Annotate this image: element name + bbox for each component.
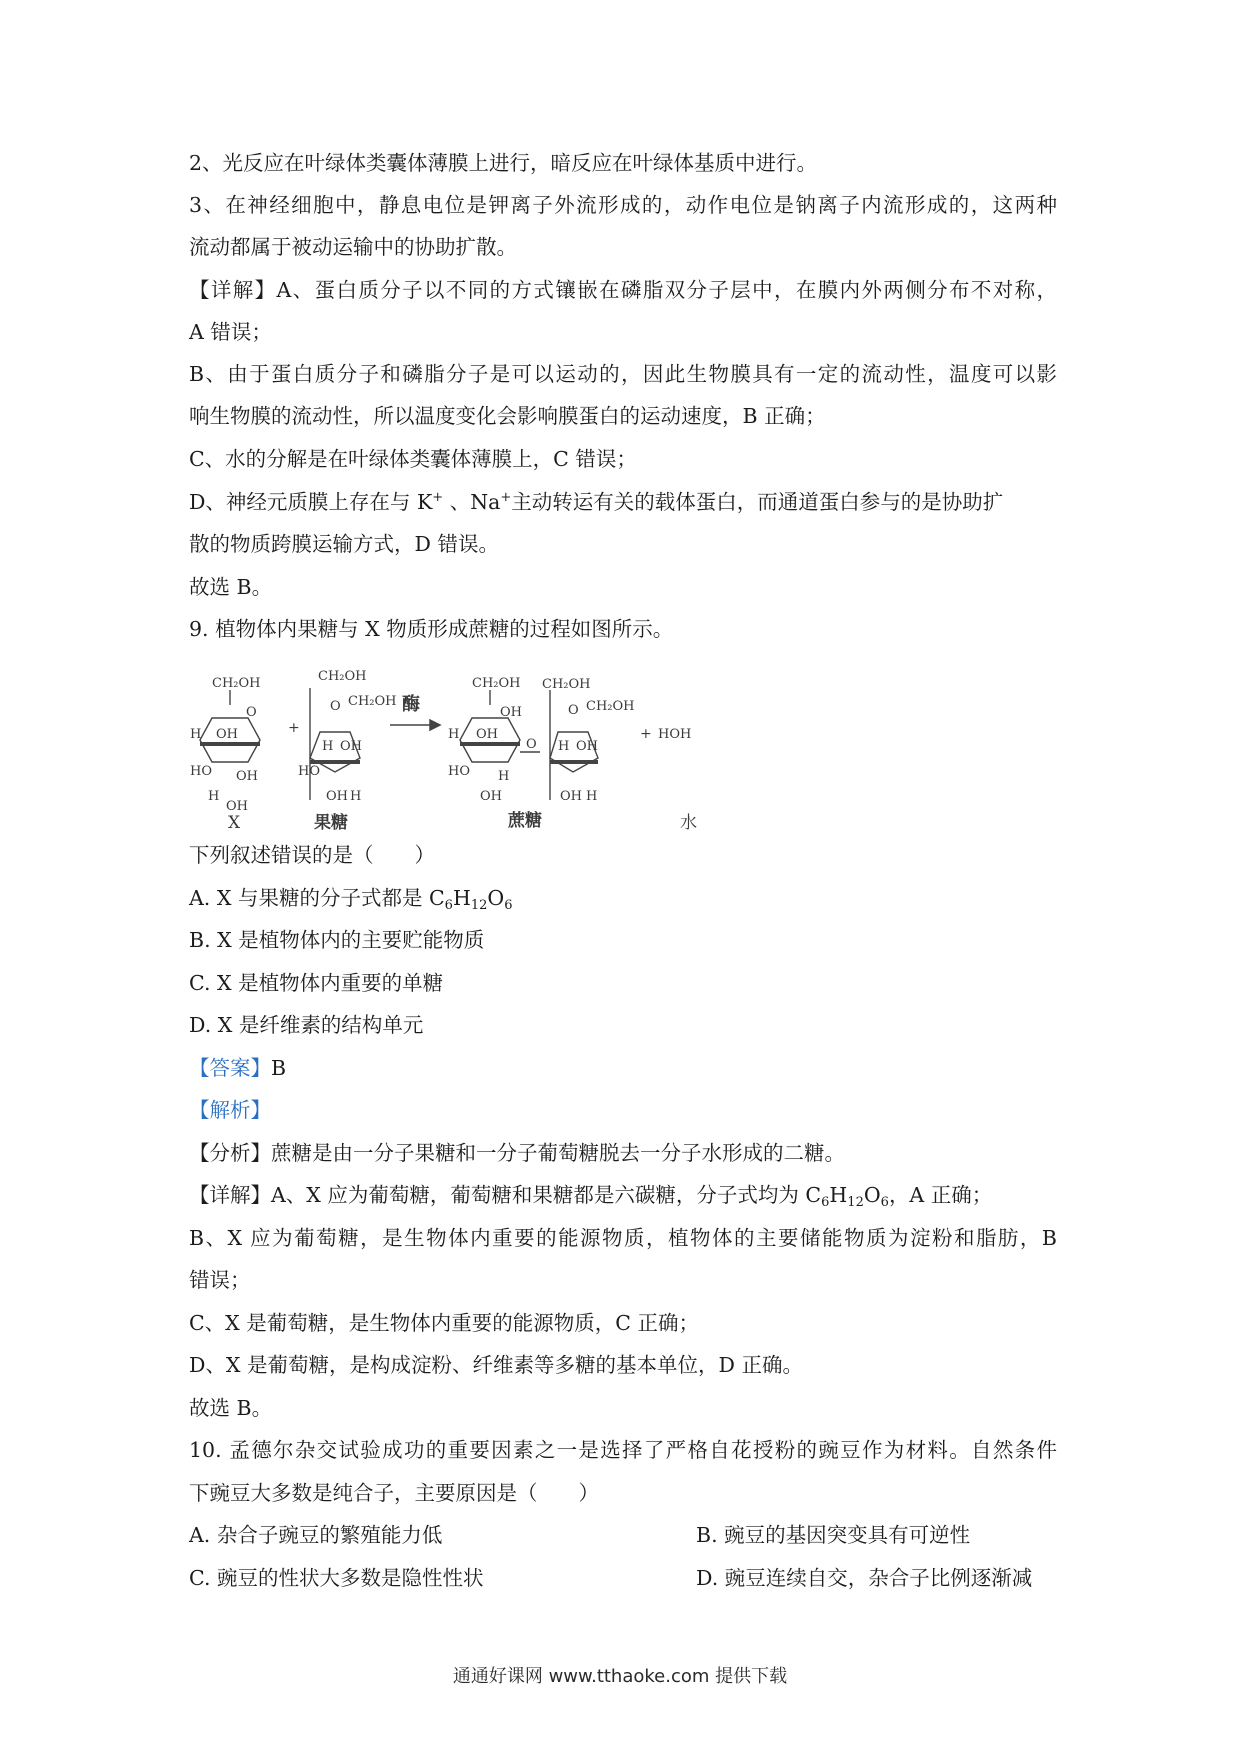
x-label: X [228,813,241,830]
answer-line [189,1053,286,1083]
text-fragment: D、神经元质膜上存在与 K [189,490,433,514]
text-line: B、X 应为葡萄糖，是生物体内重要的能源物质，植物体的主要储能物质为淀粉和脂肪，B [189,1226,1057,1250]
ho-label: HO [448,764,470,779]
h-label: H [498,769,510,784]
option-c: C. X 是植物体内重要的单糖 [189,971,444,995]
option-a [189,883,512,917]
question-9-stem: 9. 植物体内果糖与 X 物质形成蔗糖的过程如图所示。 [189,617,674,641]
oh-label: OH [576,739,598,754]
ch2oh-label: CH₂OH [318,669,367,684]
ch2oh-label: CH₂OH [586,699,635,714]
h-label: H [558,739,570,754]
oh-label: OH [476,727,498,742]
oh-label: OH [500,705,522,720]
text-line: C、水的分解是在叶绿体类囊体薄膜上，C 错误； [189,447,637,471]
oh-label: OH [226,799,248,814]
ch2oh-label: CH₂OH [472,676,521,691]
text-line [189,487,1003,521]
water-label: 水 [680,813,697,830]
subscript: 12 [470,898,488,913]
text-fragment: ，A 正确； [888,1183,993,1207]
o-label: O [568,703,579,718]
text-fragment: 【详解】A、X 应为葡萄糖，葡萄糖和果糖都是六碳糖，分子式均为 C [189,1183,822,1207]
superscript: + [432,490,444,505]
text-line: 2、光反应在叶绿体类囊体薄膜上进行，暗反应在叶绿体基质中进行。 [189,151,818,175]
option-c: C. 豌豆的性状大多数是隐性性状 [189,1566,484,1590]
text-line: 错误； [189,1268,251,1292]
option-d: D. X 是纤维素的结构单元 [189,1013,424,1037]
subscript: 6 [444,898,453,913]
text-fragment: H [452,886,471,910]
text-line: 响生物膜的流动性，所以温度变化会影响膜蛋白的运动速度，B 正确； [189,404,826,428]
ch2oh-label: CH₂OH [212,676,261,691]
text-line: 【分析】蔗糖是由一分子果糖和一分子葡萄糖脱去一分子水形成的二糖。 [189,1141,845,1165]
text-line: 散的物质跨膜运输方式，D 错误。 [189,532,499,556]
oh-label: OH [326,789,348,804]
o-label: O [246,705,257,720]
text-line: 故选 B。 [189,575,273,599]
plus-sign: + [288,720,300,736]
ho-label: HO [298,764,320,779]
analysis-label: 【解析】 [189,1098,271,1122]
h-label: H [586,789,598,804]
o-label: O [526,737,537,752]
question-10-stem: 下豌豆大多数是纯合子，主要原因是（ ） [189,1481,599,1505]
text-line: 3、在神经细胞中，静息电位是钾离子外流形成的，动作电位是钠离子内流形成的，这两种 [189,193,1057,217]
fructose-label: 果糖 [314,813,348,830]
oh-label: OH [216,727,238,742]
subscript: 6 [821,1195,830,1210]
text-line: 故选 B。 [189,1396,273,1420]
text-line: 【详解】A、蛋白质分子以不同的方式镶嵌在磷脂双分子层中，在膜内外两侧分布不对称， [189,278,1057,302]
glucose-x-structure [200,690,260,762]
text-line: 流动都属于被动运输中的协助扩散。 [189,235,517,259]
text-line: C、X 是葡萄糖，是生物体内重要的能源物质，C 正确； [189,1311,699,1335]
h-label: H [448,727,460,742]
text-line: A 错误； [189,320,272,344]
enzyme-label: 酶 [402,694,420,715]
h-label: H [208,789,220,804]
ch2oh-label: CH₂OH [542,677,591,692]
hoh-label: HOH [658,727,692,742]
subscript: 6 [880,1195,889,1210]
question-9-ask: 下列叙述错误的是（ ） [189,843,435,867]
subscript: 6 [504,898,513,913]
text-fragment: O [863,1183,881,1207]
answer-value: B [271,1056,287,1080]
page-footer: 通通好课网 www.tthaoke.com 提供下载 [452,1666,788,1687]
h-label: H [350,789,362,804]
text-fragment: 、Na [443,490,501,514]
text-line: D、X 是葡萄糖，是构成淀粉、纤维素等多糖的基本单位，D 正确。 [189,1353,803,1377]
h-label: H [322,739,334,754]
text-line: B、由于蛋白质分子和磷脂分子是可以运动的，因此生物膜具有一定的流动性，温度可以影 [189,362,1057,386]
oh-label: OH [236,769,258,784]
o-label: O [330,699,341,714]
sucrose-formation-diagram [190,660,790,830]
oh-label: OH [480,789,502,804]
answer-label: 【答案】 [189,1056,271,1080]
sucrose-label: 蔗糖 [508,811,542,830]
oh-label: OH [560,789,582,804]
superscript: + [500,490,512,505]
ho-label: HO [190,764,212,779]
option-a: A. 杂合子豌豆的繁殖能力低 [189,1523,443,1547]
ch2oh-label: CH₂OH [348,694,397,709]
option-b: B. X 是植物体内的主要贮能物质 [189,928,485,952]
oh-label: OH [340,739,362,754]
text-fragment: O [487,886,505,910]
h-label: H [190,727,202,742]
text-line [189,1180,992,1214]
option-d: D. 豌豆连续自交，杂合子比例逐渐减 [696,1566,1033,1590]
question-10-stem: 10. 孟德尔杂交试验成功的重要因素之一是选择了严格自花授粉的豌豆作为材料。自然条件 [189,1438,1057,1462]
text-fragment: 主动转运有关的载体蛋白，而通道蛋白参与的是协助扩 [511,490,1004,514]
option-b: B. 豌豆的基因突变具有可逆性 [696,1523,971,1547]
plus-sign: + [640,726,652,742]
text-fragment: H [829,1183,848,1207]
reaction-arrow [390,720,440,730]
subscript: 12 [847,1195,864,1210]
text-fragment: A. X 与果糖的分子式都是 C [189,886,445,910]
